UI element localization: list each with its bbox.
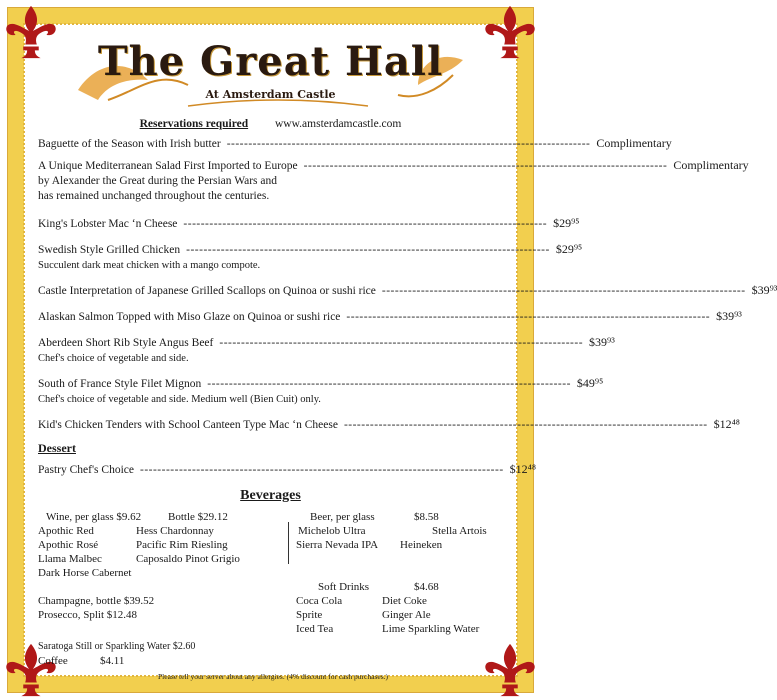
item-name: Kid's Chicken Tenders with School Canteen Type Mac ‘n Cheese [38, 419, 338, 431]
wine-item: Apothic Rosé [38, 539, 99, 551]
menu-item [38, 309, 742, 325]
item-name: Castle Interpretation of Japanese Grilled Scallops on Quinoa or sushi rice [38, 285, 376, 297]
beer-item: Heineken [400, 539, 443, 551]
menu-content [38, 30, 777, 690]
item-price: $12⁴⁸ [509, 462, 537, 476]
leader-dashes: ------------------------------------------------------------------------------------ [219, 337, 584, 349]
leader-dashes: ------------------------------------------------------------------------------------ [343, 419, 708, 431]
menu-item [38, 376, 604, 407]
bottle-header: Bottle $29.12 [168, 511, 228, 523]
beer-header: Beer, per glass [310, 511, 375, 523]
item-name: Aberdeen Short Rib Style Angus Beef [38, 337, 214, 349]
wine-item: Apothic Red [38, 525, 94, 537]
beer-price: $8.58 [414, 511, 439, 523]
menu-item [38, 417, 740, 433]
item-description: Succulent dark meat chicken with a mango compote. [38, 260, 261, 271]
divider [288, 522, 290, 564]
leader-dashes: ------------------------------------------------------------------------------------ [186, 244, 550, 256]
beer-item: Michelob Ultra [298, 525, 366, 537]
water: Saratoga Still or Sparkling Water $2.60 [38, 641, 196, 652]
item-name: Pastry Chef's Choice [38, 464, 134, 476]
item-price: $39⁹³ [716, 309, 742, 323]
item-price: $12⁴⁸ [713, 417, 740, 431]
item-name: South of France Style Filet Mignon [38, 378, 202, 390]
soft-drink-item: Lime Sparkling Water [382, 623, 480, 635]
item-price: $39⁹³ [751, 283, 777, 297]
item-price: $39⁹³ [589, 335, 615, 349]
leader-dashes: ------------------------------------------------------------------------------------ [207, 378, 571, 390]
leader-dashes: ------------------------------------------------------------------------------------ [303, 160, 668, 172]
wine-header: Wine, per glass $9.62 [46, 511, 142, 523]
item-price: Complimentary [596, 136, 672, 150]
menu-item [38, 242, 583, 273]
menu-item [38, 136, 672, 152]
item-description: by Alexander the Great during the Persian Wars and has remained unchanged throughout the centuries. [38, 175, 278, 202]
wine-list-2 [136, 524, 240, 566]
menu-item [38, 158, 749, 204]
website-link[interactable]: www.amsterdamcastle.com [275, 118, 402, 130]
wine-item: Dark Horse Cabernet [38, 567, 132, 579]
item-name: A Unique Mediterranean Salad First Imported to Europe [38, 160, 298, 172]
beer-item: Stella Artois [432, 525, 487, 537]
item-price: $49⁹⁵ [576, 376, 604, 390]
item-price: Complimentary [673, 158, 749, 172]
soft-drink-item: Sprite [296, 609, 323, 621]
reservations-label: Reservations required [139, 118, 249, 130]
leader-dashes: ------------------------------------------------------------------------------------ [226, 138, 591, 150]
wine-list-1 [38, 524, 131, 580]
item-name: King's Lobster Mac ‘n Cheese [38, 218, 178, 230]
menu-item [38, 335, 615, 366]
restaurant-subtitle: At Amsterdam Castle [205, 88, 336, 101]
item-name: Alaskan Salmon Topped with Miso Glaze on Quinoa or sushi rice [38, 311, 341, 323]
beverages-heading: Beverages [240, 488, 301, 503]
coffee-price: $4.11 [100, 655, 125, 667]
dessert-heading: Dessert [38, 441, 76, 455]
coffee: Coffee [38, 655, 68, 667]
soft-drink-item: Ginger Ale [382, 609, 431, 621]
item-description: Chef's choice of vegetable and side. [38, 353, 189, 364]
allergy-footnote: Please tell your server about any allergies. (4% discount for cash purchases.) [158, 672, 388, 681]
beer-item: Sierra Nevada IPA [296, 539, 379, 551]
champagne: Champagne, bottle $39.52 [38, 595, 155, 607]
logo [38, 30, 503, 110]
beverages-section [38, 510, 503, 690]
soft-drinks-price: $4.68 [414, 581, 439, 593]
leader-dashes: ------------------------------------------------------------------------------------ [183, 218, 548, 230]
item-price: $29⁹⁵ [553, 216, 580, 230]
wine-item: Pacific Rim Riesling [136, 539, 228, 551]
item-name: Baguette of the Season with Irish butter [38, 138, 221, 150]
menu-item [38, 462, 537, 478]
leader-dashes: ------------------------------------------------------------------------------------ [139, 464, 504, 476]
leader-dashes: ------------------------------------------------------------------------------------ [346, 311, 711, 323]
menu-item [38, 283, 777, 299]
wine-item: Llama Malbec [38, 553, 102, 565]
leader-dashes: ------------------------------------------------------------------------------------ [381, 285, 746, 297]
soft-drink-item: Diet Coke [382, 595, 427, 607]
soft-drinks-header: Soft Drinks [318, 581, 370, 593]
reservations-line [38, 118, 503, 130]
item-name: Swedish Style Grilled Chicken [38, 244, 181, 256]
item-price: $29⁹⁵ [555, 242, 583, 256]
soft-drink-item: Iced Tea [296, 623, 334, 635]
item-description: Chef's choice of vegetable and side. Medium well (Bien Cuit) only. [38, 394, 321, 405]
menu-item [38, 216, 580, 232]
soft-drinks-list-1 [296, 594, 342, 636]
menu-items [38, 136, 777, 433]
prosecco: Prosecco, Split $12.48 [38, 609, 137, 621]
wine-item: Caposaldo Pinot Grigio [136, 553, 240, 565]
restaurant-title: The Great Hall [97, 38, 444, 85]
soft-drinks-list-2 [382, 594, 479, 636]
wine-item: Hess Chardonnay [136, 525, 214, 537]
soft-drink-item: Coca Cola [296, 595, 343, 607]
